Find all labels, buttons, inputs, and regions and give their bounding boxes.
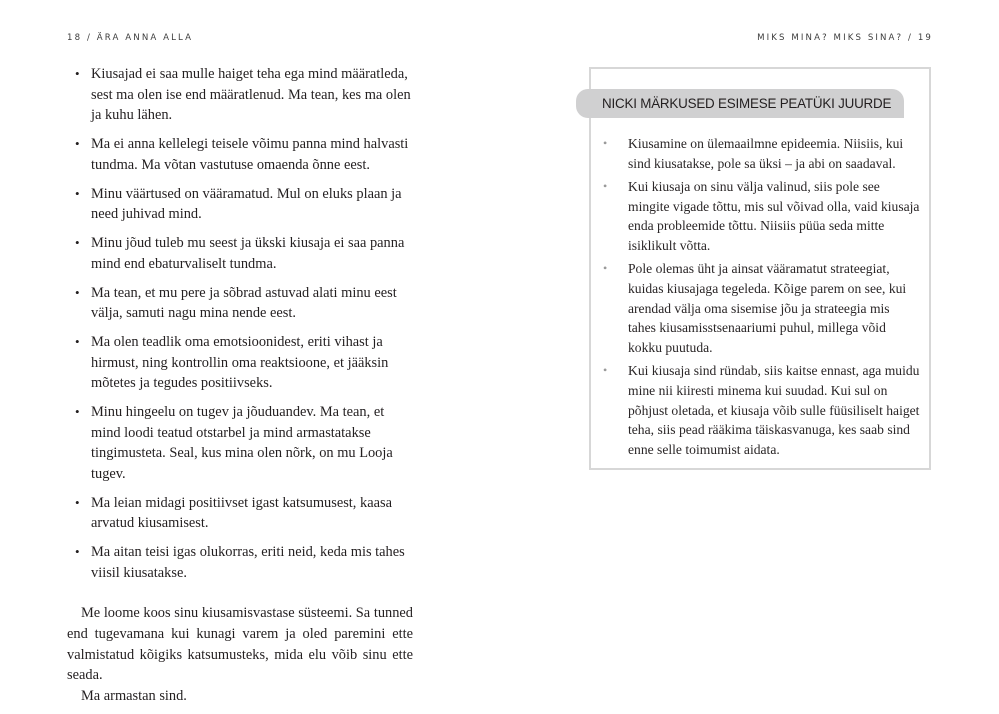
bullet-icon: • xyxy=(75,235,80,251)
list-item xyxy=(75,402,413,484)
bullet-icon: • xyxy=(603,178,608,193)
list-item xyxy=(75,332,413,394)
bullet-icon: • xyxy=(75,334,80,350)
list-item-text: Ma tean, et mu pere ja sõbrad astuvad alati minu eest välja, samuti nagu mina nende eest. xyxy=(91,284,397,322)
list-item-text: Kiusajad ei saa mulle haiget teha ega mind määratleda, sest ma olen ise end määratlenud. Ma tean, kes ma olen ja kuhu lähen. xyxy=(91,66,411,124)
bullet-icon: • xyxy=(603,136,608,150)
note-item-text: Kui kiusaja on sinu välja valinud, siis pole see mingite vigade tõttu, mis sul võivad olla, vaid kiusaja enda probleemide tõttu. Niisiis püüa seda mitte isiklikult võtta. xyxy=(628,178,920,254)
body-paragraph: Ma armastan sind. xyxy=(81,687,187,704)
bullet-icon: • xyxy=(75,66,80,81)
list-item xyxy=(75,134,413,175)
list-item xyxy=(75,184,413,225)
list-item xyxy=(75,542,413,583)
list-item-text: Ma olen teadlik oma emotsioonidest, eriti vihast ja hirmust, ning kontrollin oma reaktsioone, et jääksin mõtetes ja tegudes positiivseks. xyxy=(91,334,389,392)
list-item xyxy=(75,283,413,324)
list-item-text: Minu hingeelu on tugev ja jõuduandev. Ma tean, et mind loodi teatud otstarbel ja mind armastatakse tingimusteta. Seal, kus mina olen nõrk, on mu Looja tugev. xyxy=(91,404,393,482)
list-item-text: Ma leian midagi positiivset igast katsumusest, kaasa arvatud kiusamisest. xyxy=(91,494,392,532)
note-item xyxy=(600,134,920,173)
running-head-right: MIKS MINA? MIKS SINA? / 19 xyxy=(757,33,933,43)
note-item-text: Pole olemas üht ja ainsat vääramatut strateegiat, kuidas kiusajaga tegeleda. Kõige parem on see, kui arendad välja oma sisemise jõu ja strateegia mis tahes kiusamisstsenaariumi puhul, millega võid kokku puutuda. xyxy=(628,261,907,356)
note-box-title: NICKI MÄRKUSED ESIMESE PEATÜKI JUURDE xyxy=(576,89,904,118)
bullet-icon: • xyxy=(75,136,80,152)
affirmation-list xyxy=(67,64,427,583)
list-item xyxy=(75,64,413,126)
bullet-icon: • xyxy=(75,494,80,510)
list-item-text: Minu väärtused on vääramatud. Mul on eluks plaan ja need juhivad mind. xyxy=(91,185,402,223)
bullet-icon: • xyxy=(75,404,80,420)
note-item xyxy=(600,259,920,358)
list-item-text: Minu jõud tuleb mu seest ja ükski kiusaja ei saa panna mind end ebaturvaliselt tundma. xyxy=(91,235,405,272)
list-item-text: Ma aitan teisi igas olukorras, eriti neid, keda mis tahes viisil kiusatakse. xyxy=(91,544,405,581)
list-item xyxy=(75,493,413,534)
list-item-text: Ma ei anna kellelegi teisele võimu panna mind halvasti tundma. Ma võtan vastutuse omaenda õnne eest. xyxy=(91,136,409,173)
list-item xyxy=(75,233,413,274)
note-item xyxy=(600,361,920,460)
bullet-icon: • xyxy=(75,544,80,560)
note-item-text: Kui kiusaja sind ründab, siis kaitse ennast, aga muidu mine nii kiiresti minema kui suudad. Kui sul on põhjust oletada, et kiusaja võib sulle füüsiliselt haiget teha, siis pead rääkima täiskasvanuga, kes saab sind enne selle toimumist aidata. xyxy=(628,363,920,458)
body-paragraph: Me loome koos sinu kiusamisvastase süsteemi. Sa tunned end tugevamana kui kunagi varem ja oled paremini ette valmistatud kõigiks katsumusteks, mida elu võib sinu ette seada. xyxy=(67,605,413,684)
closing-paragraphs xyxy=(67,603,427,706)
left-page xyxy=(67,64,427,706)
bullet-icon: • xyxy=(603,363,608,378)
running-head-left: 18 / ÄRA ANNA ALLA xyxy=(67,33,194,43)
note-item xyxy=(600,177,920,256)
bullet-icon: • xyxy=(603,261,608,276)
note-item-text: Kiusamine on ülemaailmne epideemia. Niisiis, kui sind kiusatakse, pole sa üksi – ja abi on saadaval. xyxy=(628,136,904,171)
note-list xyxy=(600,134,920,463)
bullet-icon: • xyxy=(75,185,80,201)
bullet-icon: • xyxy=(75,284,80,300)
